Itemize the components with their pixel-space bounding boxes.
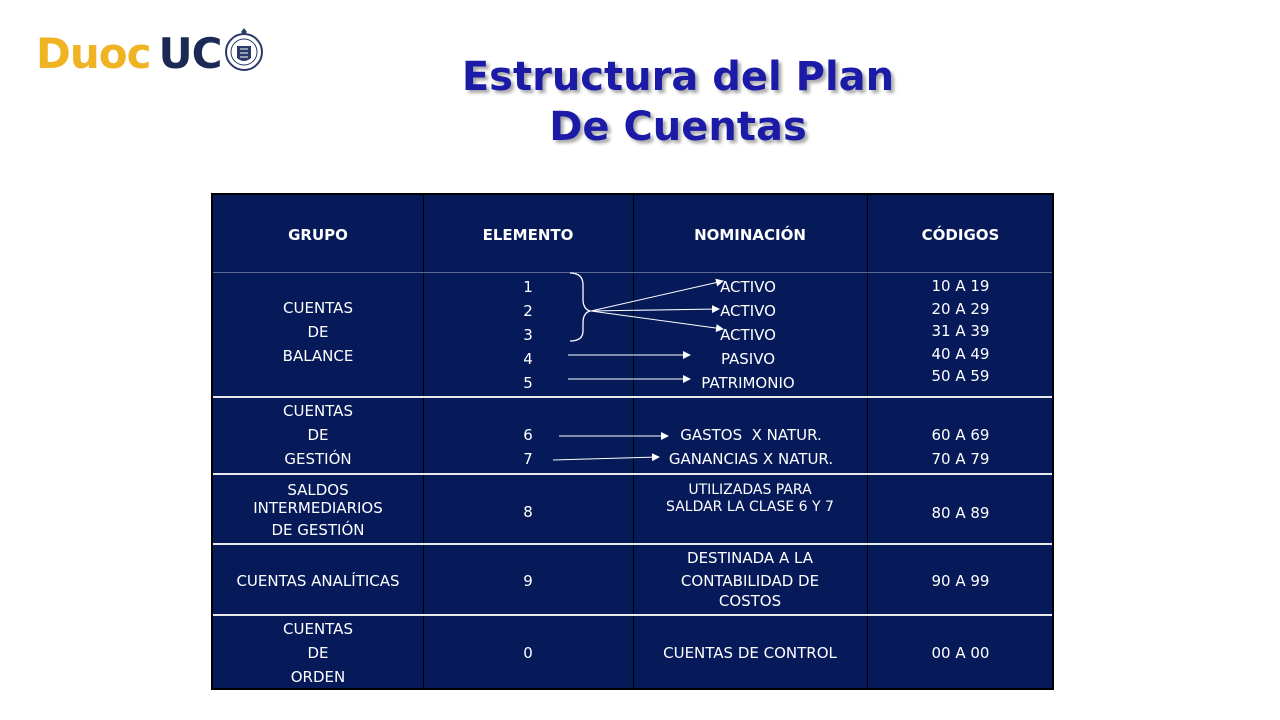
- elemento-value: 4: [523, 350, 533, 368]
- elemento-value: 5: [523, 374, 533, 392]
- codigo-value: 31 A 39: [931, 322, 990, 340]
- nominacion-value: GASTOS X NATUR.: [680, 426, 822, 444]
- nominacion-value: DESTINADA A LA: [687, 549, 813, 567]
- nominacion-value: CONTABILIDAD DE: [680, 572, 820, 590]
- codigo-value: 10 A 19: [931, 277, 990, 295]
- arrow-7: [553, 457, 659, 460]
- grupo-line: DE GESTIÓN: [271, 521, 365, 539]
- logo-text-duoc: Duoc: [36, 29, 151, 78]
- header-grupo: GRUPO: [288, 226, 348, 244]
- codigo-value: 20 A 29: [931, 299, 990, 318]
- logo-text-uc: UC: [158, 29, 222, 78]
- codigo-value: 40 A 49: [931, 344, 990, 363]
- grupo-line: CUENTAS: [283, 402, 353, 420]
- plan-de-cuentas-table: [211, 193, 1054, 690]
- grupo-line: DE: [307, 644, 329, 662]
- nominacion-value: UTILIZADAS PARA: [688, 482, 812, 498]
- title-line-1: Estructura del Plan: [461, 54, 895, 100]
- codigo-value: 00 A 00: [931, 644, 990, 662]
- elemento-value: 8: [523, 503, 533, 521]
- grupo-line: GESTIÓN: [284, 450, 352, 468]
- title-line-2: De Cuentas: [549, 104, 807, 150]
- nominacion-value: ACTIVO: [720, 302, 776, 320]
- grupo-line: BALANCE: [282, 347, 354, 365]
- nominacion-value: ACTIVO: [720, 278, 776, 296]
- arrow-2: [591, 309, 719, 311]
- nominacion-value: COSTOS: [718, 592, 782, 610]
- grupo-line: ORDEN: [290, 668, 346, 686]
- header-codigos: CÓDIGOS: [921, 226, 1000, 244]
- grupo-line: DE: [307, 323, 329, 341]
- grupo-line: SALDOS: [287, 481, 349, 499]
- elemento-value: 7: [523, 450, 533, 468]
- grupo-line: CUENTAS: [283, 620, 353, 638]
- elemento-value: 0: [523, 644, 533, 662]
- header-elemento: ELEMENTO: [482, 226, 574, 244]
- nominacion-value: PASIVO: [720, 350, 776, 368]
- codigo-value: 90 A 99: [931, 572, 990, 590]
- bracket-icon: [570, 273, 590, 341]
- nominacion-value: GANANCIAS X NATUR.: [668, 450, 834, 468]
- elemento-value: 9: [523, 572, 533, 590]
- elemento-value: 2: [523, 302, 533, 320]
- elemento-value: 3: [523, 326, 533, 344]
- arrow-3: [591, 311, 723, 329]
- nominacion-value: SALDAR LA CLASE 6 Y 7: [666, 499, 834, 515]
- page-title: [0, 52, 1280, 152]
- grupo-line: CUENTAS: [283, 299, 353, 317]
- codigo-value: 50 A 59: [931, 367, 990, 385]
- grupo-line: INTERMEDIARIOS: [253, 499, 383, 517]
- grupo-line: DE: [307, 426, 329, 444]
- codigo-value: 80 A 89: [931, 504, 990, 522]
- nominacion-value: ACTIVO: [720, 326, 776, 344]
- header-nominacion: NOMINACIÓN: [694, 226, 806, 244]
- arrow-1: [591, 281, 723, 311]
- nominacion-value: CUENTAS DE CONTROL: [663, 644, 837, 662]
- elemento-value: 1: [523, 278, 533, 296]
- mapping-arrows: [213, 195, 1054, 690]
- elemento-value: 6: [523, 426, 533, 444]
- codigo-value: 60 A 69: [931, 426, 990, 444]
- codigo-value: 70 A 79: [931, 450, 990, 468]
- grupo-line: CUENTAS ANALÍTICAS: [236, 572, 400, 590]
- nominacion-value: PATRIMONIO: [701, 374, 795, 392]
